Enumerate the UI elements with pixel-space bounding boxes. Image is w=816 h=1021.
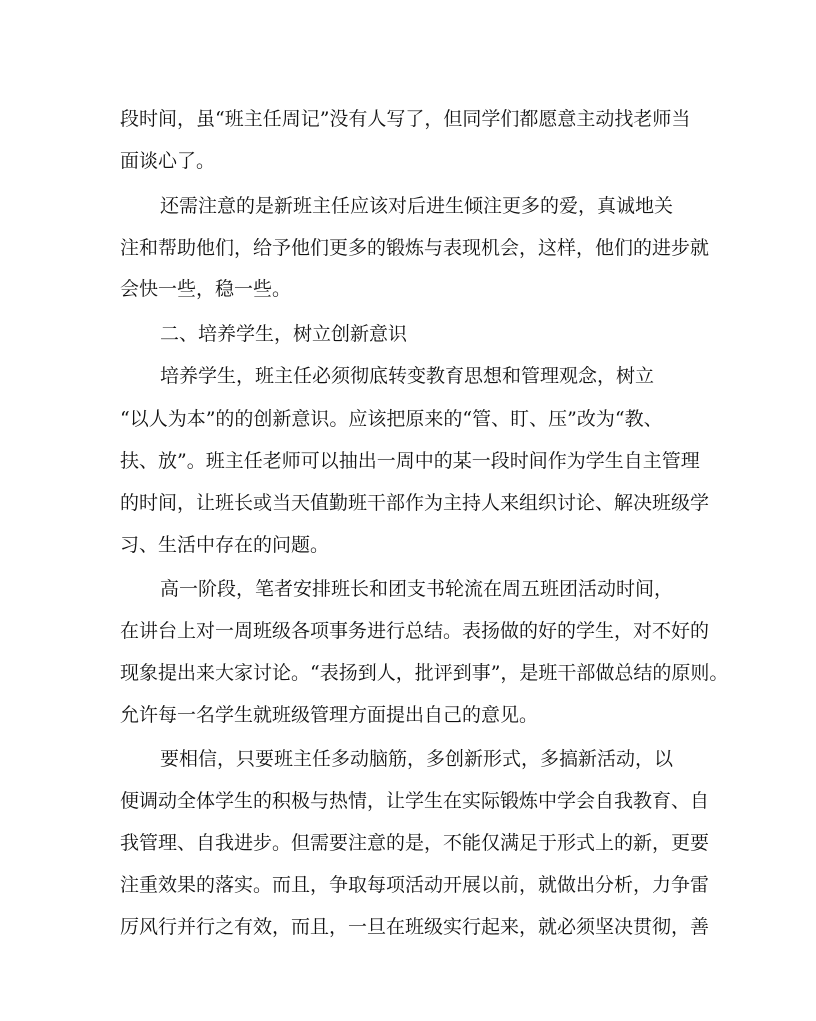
text-line: 习、生活中存在的问题。 xyxy=(120,534,330,556)
text-line: 我管理、自我进步。但需要注意的是，不能仅满足于形式上的新，更要 xyxy=(120,832,710,854)
text-line: 扶、放”。班主任老师可以抽出一周中的某一段时间作为学生自主管理 xyxy=(120,450,700,472)
text-line: “以人为本”的的创新意识。应该把原来的“管、盯、压”改为“教、 xyxy=(120,408,663,430)
text-line: 还需注意的是新班主任应该对后进生倾注更多的爱，真诚地关 xyxy=(160,195,674,217)
text-line: 允许每一名学生就班级管理方面提出自己的意见。 xyxy=(120,704,539,726)
text-line: 会快一些，稳一些。 xyxy=(120,278,292,300)
text-line: 厉风行并行之有效，而且，一旦在班级实行起来，就必须坚决贯彻，善 xyxy=(120,916,710,938)
text-line: 段时间，虽“班主任周记”没有人写了，但同学们都愿意主动找老师当 xyxy=(120,108,691,130)
text-line: 高一阶段，笔者安排班长和团支书轮流在周五班团活动时间， xyxy=(160,578,674,600)
text-line: 培养学生，班主任必须彻底转变教育思想和管理观念，树立 xyxy=(160,365,655,387)
text-line: 的时间，让班长或当天值勤班干部作为主持人来组织讨论、解决班级学 xyxy=(120,492,710,514)
text-line: 面谈心了。 xyxy=(120,150,216,172)
text-line: 现象提出来大家讨论。“表扬到人，批评到事”，是班干部做总结的原则。 xyxy=(120,662,729,684)
text-line: 注和帮助他们，给予他们更多的锻炼与表现机会，这样，他们的进步就 xyxy=(120,237,710,259)
text-line: 便调动全体学生的积极与热情，让学生在实际锻炼中学会自我教育、自 xyxy=(120,790,710,812)
text-line: 在讲台上对一周班级各项事务进行总结。表扬做的好的学生，对不好的 xyxy=(120,620,710,642)
text-line: 要相信，只要班主任多动脑筋，多创新形式，多搞新活动，以 xyxy=(160,748,674,770)
section-heading: 二、培养学生，树立创新意识 xyxy=(160,323,408,345)
text-line: 注重效果的落实。而且，争取每项活动开展以前，就做出分析，力争雷 xyxy=(120,874,710,896)
